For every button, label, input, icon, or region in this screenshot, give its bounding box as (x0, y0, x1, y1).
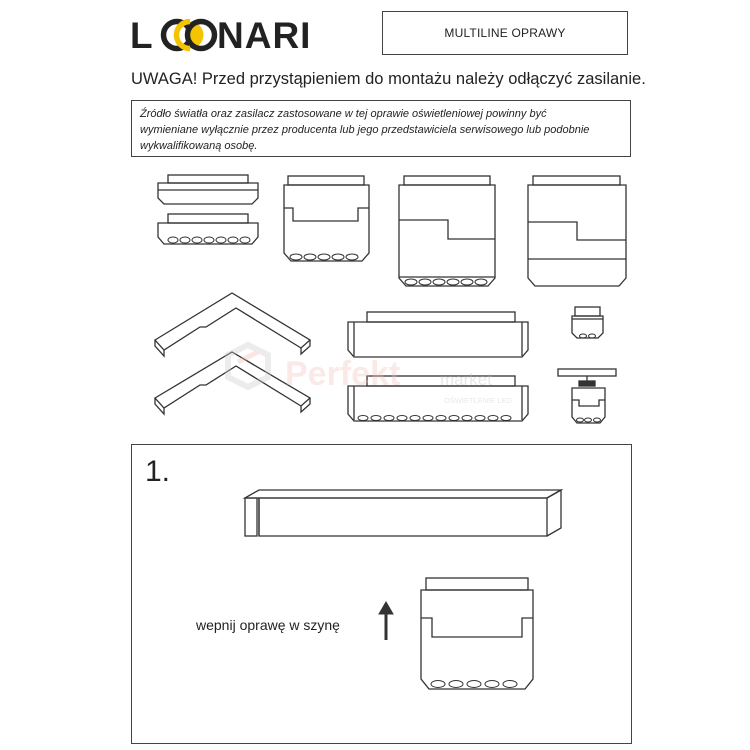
product-title: MULTILINE OPRAWY (444, 26, 566, 40)
logo-letter-l: L (130, 15, 153, 56)
up-arrow-icon (379, 602, 393, 640)
watermark-suffix: market (440, 370, 492, 389)
warning-text: UWAGA! Przed przystąpieniem do montażu należy odłączyć zasilanie. (131, 70, 646, 88)
step-number: 1. (145, 455, 171, 488)
step-instruction: wepnij oprawę w szynę (196, 617, 340, 633)
watermark-tagline: OŚWIETLENIE LED (444, 396, 512, 405)
watermark-brand: Perfekt (285, 355, 401, 393)
note-line: wykwalifikowaną osobę. (140, 140, 258, 152)
track-rail-drawing (245, 490, 561, 536)
note-line: wymieniane wyłącznie przez producenta lub jego przedstawiciela serwisowego lub podobnie (140, 124, 590, 136)
step-fixture-drawing (421, 578, 533, 689)
logo-letters-nari: NARI (217, 15, 312, 56)
note-line: Źródło światła oraz zasilacz zastosowane w tej oprawie oświetleniowej powinny być (140, 108, 547, 120)
